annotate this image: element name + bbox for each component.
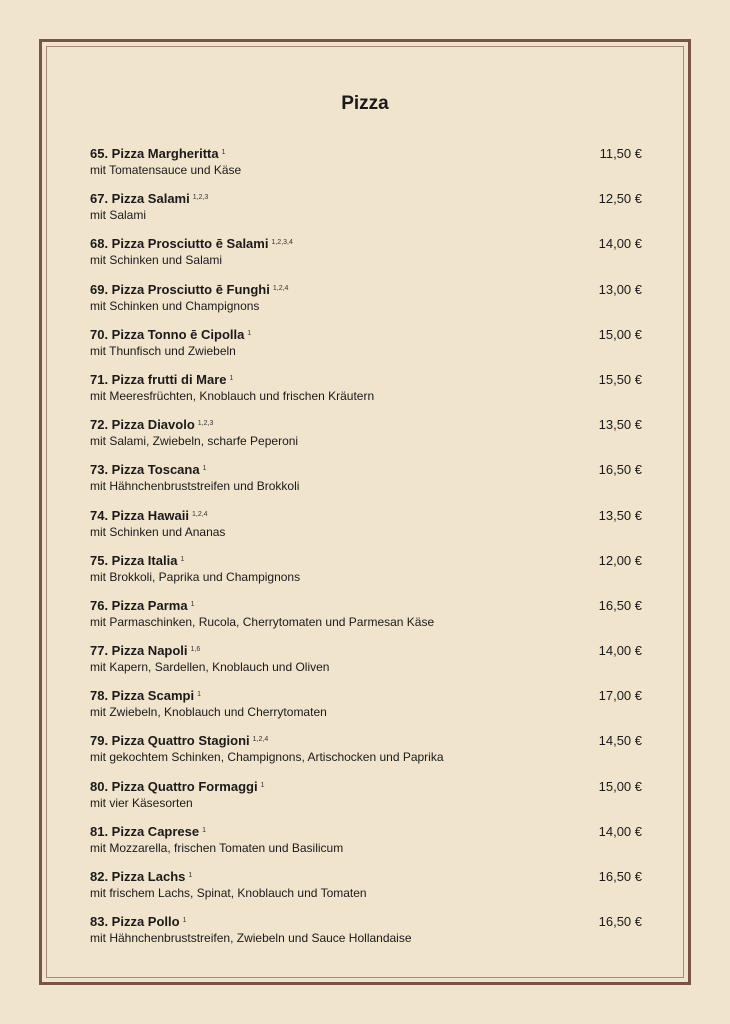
item-name-line	[90, 598, 642, 614]
item-description: mit gekochtem Schinken, Champignons, Artischocken und Paprika	[90, 750, 444, 765]
item-price: 14,00 €	[598, 823, 642, 839]
item-description: mit Schinken und Salami	[90, 253, 223, 268]
menu-item	[90, 643, 642, 688]
item-name: 78. Pizza Scampi	[90, 688, 195, 704]
item-name-line	[90, 869, 642, 885]
item-description: mit Tomatensauce und Käse	[90, 163, 242, 177]
menu-item	[90, 733, 642, 778]
item-price: 17,00 €	[598, 688, 642, 704]
item-name-line	[90, 508, 642, 524]
item-name: 83. Pizza Pollo	[90, 914, 180, 930]
item-price: 11,50 €	[599, 146, 642, 161]
item-price: 15,00 €	[598, 326, 642, 342]
item-price: 13,00 €	[598, 281, 642, 297]
item-name: 76. Pizza Parma	[90, 597, 188, 613]
menu-item	[90, 598, 642, 643]
item-price: 14,50 €	[598, 733, 642, 749]
item-name-line	[90, 146, 642, 162]
item-allergens: 1	[202, 826, 207, 834]
menu-item	[90, 508, 642, 553]
item-allergens: 1,2,4	[192, 510, 208, 518]
item-name-line	[90, 191, 642, 207]
item-description: mit Salami	[90, 208, 147, 223]
item-description: mit Mozzarella, frischen Tomaten und Basilicum	[90, 840, 344, 855]
item-description: mit Kapern, Sardellen, Knoblauch und Oliven	[90, 660, 330, 675]
menu-item	[90, 824, 642, 869]
menu-item	[90, 462, 642, 507]
item-price: 13,50 €	[598, 417, 642, 433]
item-description: mit Salami, Zwiebeln, scharfe Peperoni	[90, 434, 299, 449]
item-price: 16,50 €	[598, 914, 642, 930]
item-price: 13,50 €	[598, 507, 642, 523]
item-name: 69. Pizza Prosciutto ē Funghi	[90, 281, 270, 297]
item-name: 72. Pizza Diavolo	[90, 417, 195, 433]
item-name-line	[90, 372, 642, 388]
item-name: 74. Pizza Hawaii	[90, 507, 189, 523]
item-allergens: 1,2,4	[272, 284, 289, 292]
item-name-line	[90, 779, 642, 795]
item-allergens: 1,6	[190, 646, 201, 654]
item-name: 82. Pizza Lachs	[90, 869, 186, 884]
item-price: 12,50 €	[598, 191, 642, 207]
item-allergens: 1	[260, 781, 265, 789]
item-name: 77. Pizza Napoli	[90, 643, 188, 659]
item-name: 79. Pizza Quattro Stagioni	[90, 733, 250, 749]
item-description: mit Brokkoli, Paprika und Champignons	[90, 569, 301, 584]
menu-item	[90, 779, 642, 824]
item-name-line	[90, 282, 642, 298]
item-name-line	[90, 914, 642, 930]
item-description: mit Zwiebeln, Knoblauch und Cherrytomaten	[90, 705, 327, 720]
item-name-line	[90, 553, 642, 569]
item-name: 70. Pizza Tonno ē Cipolla	[90, 326, 245, 342]
item-name-line	[90, 733, 642, 749]
item-price: 16,50 €	[598, 869, 642, 884]
item-allergens: 1	[188, 872, 193, 879]
menu-item	[90, 327, 642, 372]
item-name-line	[90, 417, 642, 433]
menu-item	[90, 417, 642, 462]
item-price: 14,00 €	[598, 236, 642, 252]
item-allergens: 1	[202, 465, 207, 473]
item-allergens: 1	[221, 149, 226, 156]
item-description: mit Parmaschinken, Rucola, Cherrytomaten und Parmesan Käse	[90, 614, 435, 629]
item-description: mit Meeresfrüchten, Knoblauch und frischen Kräutern	[90, 388, 375, 403]
item-description: mit frischem Lachs, Spinat, Knoblauch und Tomaten	[90, 886, 367, 900]
item-description: mit Thunfisch und Zwiebeln	[90, 343, 236, 358]
menu-item	[90, 869, 642, 914]
item-name: 67. Pizza Salami	[90, 191, 190, 207]
item-name: 81. Pizza Caprese	[90, 823, 200, 839]
item-name-line	[90, 824, 642, 840]
item-price: 14,00 €	[598, 643, 642, 659]
item-allergens: 1	[180, 555, 185, 563]
item-name-line	[90, 688, 642, 704]
item-description: mit Schinken und Ananas	[90, 524, 226, 539]
item-name: 75. Pizza Italia	[90, 552, 178, 568]
item-name-line	[90, 643, 642, 659]
item-name: 68. Pizza Prosciutto ē Salami	[90, 236, 269, 252]
item-price: 16,50 €	[598, 597, 642, 613]
item-price: 16,50 €	[598, 462, 642, 478]
item-name: 71. Pizza frutti di Mare	[90, 371, 227, 387]
item-allergens: 1,2,4	[252, 736, 269, 744]
menu-item	[90, 282, 642, 327]
item-allergens: 1	[247, 329, 252, 337]
item-allergens: 1	[190, 600, 195, 608]
item-allergens: 1	[182, 917, 187, 925]
item-name: 80. Pizza Quattro Formaggi	[90, 778, 258, 794]
item-name-line	[90, 236, 642, 252]
menu-item	[90, 372, 642, 417]
item-allergens: 1	[197, 691, 201, 699]
item-allergens: 1	[229, 374, 234, 382]
menu-item	[90, 553, 642, 598]
item-description: mit Schinken und Champignons	[90, 298, 260, 313]
item-name: 73. Pizza Toscana	[90, 462, 200, 478]
item-allergens: 1,2,3	[197, 420, 214, 428]
menu-item	[90, 914, 642, 959]
item-name-line	[90, 327, 642, 343]
menu-item	[90, 191, 642, 236]
item-allergens: 1,2,3,4	[271, 239, 293, 247]
item-description: mit Hähnchenbruststreifen, Zwiebeln und Sauce Hollandaise	[90, 931, 412, 946]
item-allergens: 1,2,3	[192, 194, 209, 202]
menu-item	[90, 146, 642, 191]
item-price: 15,00 €	[598, 778, 642, 794]
menu-item	[90, 236, 642, 281]
item-description: mit vier Käsesorten	[90, 795, 193, 810]
item-price: 12,00 €	[598, 552, 642, 568]
item-name: 65. Pizza Margheritta	[90, 146, 219, 161]
menu-item	[90, 688, 642, 733]
page-title: Pizza	[341, 93, 389, 114]
item-description: mit Hähnchenbruststreifen und Brokkoli	[90, 479, 300, 494]
item-price: 15,50 €	[598, 371, 642, 387]
menu-list	[90, 146, 642, 959]
item-name-line	[90, 462, 642, 478]
